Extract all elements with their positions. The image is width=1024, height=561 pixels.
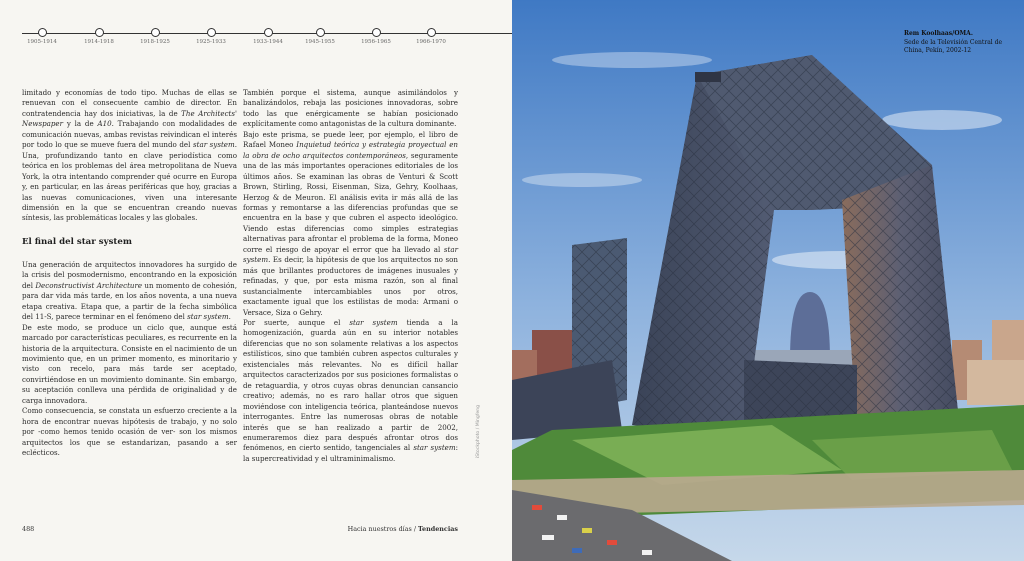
timeline-dot-icon xyxy=(264,28,273,37)
timeline-point[interactable] xyxy=(290,28,350,45)
text-column-right xyxy=(243,88,458,464)
timeline-label: 1918-1925 xyxy=(140,39,170,45)
timeline-point[interactable] xyxy=(69,28,129,45)
timeline-label: 1933-1944 xyxy=(253,39,283,45)
paragraph: De este modo, se produce un ciclo que, aunque está marcado por características peculiares, es recurrente en la historia de la arquitectura. Consiste en el nacimiento de un movimiento que, en un primer momento, es minoritario y visto con recelo, para más tarde ser aceptado, convirtiéndose en un movimiento dominante. Sin embargo, su aceptación conlleva una pérdida de originalidad y de carga innovadora. xyxy=(22,322,237,405)
timeline-dot-icon xyxy=(38,28,47,37)
cloud xyxy=(882,110,1002,130)
timeline-dot-icon xyxy=(427,28,436,37)
timeline-dot-icon xyxy=(372,28,381,37)
timeline-dot-icon xyxy=(151,28,160,37)
paragraph: limitado y economías de todo tipo. Muchas de ellas se renuevan con el consecuente cambio de director. En contratendencia hay dos iniciativas, la de The Architects' Newspaper y la de A10. Trabajando con modalidades de comunicación nuevas, ambas revistas reivindican el interés por todo lo que se mueve fuera del mundo del star system. Una, profundizando tanto en clave periodística como teórica en los problemas del área metropolitana de Nueva York, la otra intentando comprender qué ocurre en Europa y, en particular, en las áreas periféricas que hoy, gracias a las nuevas comunicaciones, viven una interesante dimensión en la que se encuentran creando nuevas síntesis, las problemáticas locales y las globales. xyxy=(22,88,238,223)
photo-credit: iStockphoto / Mingfeng xyxy=(476,404,481,458)
text-column-left xyxy=(22,88,237,459)
timeline-point[interactable] xyxy=(12,28,72,45)
timeline-point[interactable] xyxy=(346,28,406,45)
paragraph: Como consecuencia, se constata un esfuerzo creciente a la hora de encontrar nuevas hipótesis de trabajo, y no solo por -como hemos tenido ocasión de ver- son los mismos arquitectos los que se estandarizan, pasando a ser eclécticos. xyxy=(22,406,237,458)
timeline-label: 1914-1918 xyxy=(84,39,114,45)
timeline-point[interactable] xyxy=(181,28,241,45)
timeline-label: 1905-1914 xyxy=(27,39,57,45)
timeline-label: 1945-1955 xyxy=(305,39,335,45)
paragraph: Bajo este prisma, se puede leer, por ejemplo, el libro de Rafael Moneo Inquietud teórica y estrategia proyectual en la obra de ocho arquitectos contemporáneos, seguramente una de las más importantes operaciones editoriales de los últimos años. Se examinan las obras de Venturi & Scott Brown, Stirling, Rossi, Eisenman, Siza, Gehry, Koolhaas, Herzog & de Meuron. El análisis evita ir más allá de las formas y remontarse a las diferencias profundas que se encuentra en la base y que cubren el aspecto ideológico. Viendo estas diferencias como simples estrategias alternativas para afrontar el problema de la forma, Moneo corre el riesgo de apoyar el error que ha llevado al star system. Es decir, la hipótesis de que los arquitectos no son más que brillantes productores de imágenes inusuales y refinadas, y que, por esta misma razón, son al final sustancialmente intercambiables unos por otros, exactamente igual que los estilistas de moda: Armani o Versace, Siza o Gehry. xyxy=(243,129,458,317)
paragraph: Una generación de arquitectos innovadores ha surgido de la crisis del posmodernismo, encontrando en la exposición del Deconstructivist Architecture un momento de cohesión, para dar vida más tarde, en los años noventa, a una nueva etapa creativa. Etapa que, a partir de la fecha simbólica del 11-S, parece terminar en el fenómeno del star system. xyxy=(22,259,237,322)
section-heading: El final del star system xyxy=(22,236,132,247)
paragraph: También porque el sistema, aunque asimilándolos y banalizándolos, rebaja las posiciones innovadoras, sobre todo las que enérgicamente se habían posicionado explícitamente como antagonistas de la cultura dominante. xyxy=(243,88,458,129)
page-number: 488 xyxy=(22,525,35,533)
cloud xyxy=(522,173,642,187)
running-footer: Hacia nuestros días / Tendencias xyxy=(347,525,458,533)
cloud xyxy=(552,52,712,68)
paragraph: Por suerte, aunque el star system tienda a la homogenización, guarda aún en su interior notables diferencias que no son solamente relativas a los aspectos estilísticos, sino que también cubren aspectos culturales y existenciales más relevantes. No es difícil hallar arquitectos caracterizados por sus posiciones formalistas o de retaguardia, y otros cuyas obras denuncian cansancio creativo; además, no es raro hallar otros que siguen moviéndose con inteligencia teórica, planteándose nuevos interrogantes. Entre las numerosas obras de notable interés que se han realizado a partir de 2002, enumeraremos diez para después afrontar otros dos fenómenos, en cierto sentido, tangenciales al star system: la supercreatividad y el ultraminimalismo. xyxy=(243,317,458,463)
timeline-point[interactable] xyxy=(125,28,185,45)
timeline-dot-icon xyxy=(95,28,104,37)
timeline xyxy=(22,28,512,48)
timeline-label: 1925-1933 xyxy=(196,39,226,45)
timeline-label: 1966-1970 xyxy=(416,39,446,45)
timeline-dot-icon xyxy=(316,28,325,37)
photo-page xyxy=(512,0,1024,561)
timeline-point[interactable] xyxy=(238,28,298,45)
caption-text: Sede de la Televisión Central de China, Pekín, 2002-12 xyxy=(904,38,1002,55)
timeline-dot-icon xyxy=(207,28,216,37)
timeline-label: 1956-1965 xyxy=(361,39,391,45)
timeline-point[interactable] xyxy=(401,28,461,45)
photo-caption xyxy=(904,30,1019,56)
caption-author: Rem Koolhaas/OMA. xyxy=(904,30,973,37)
cctv-building-photo xyxy=(512,0,1024,561)
